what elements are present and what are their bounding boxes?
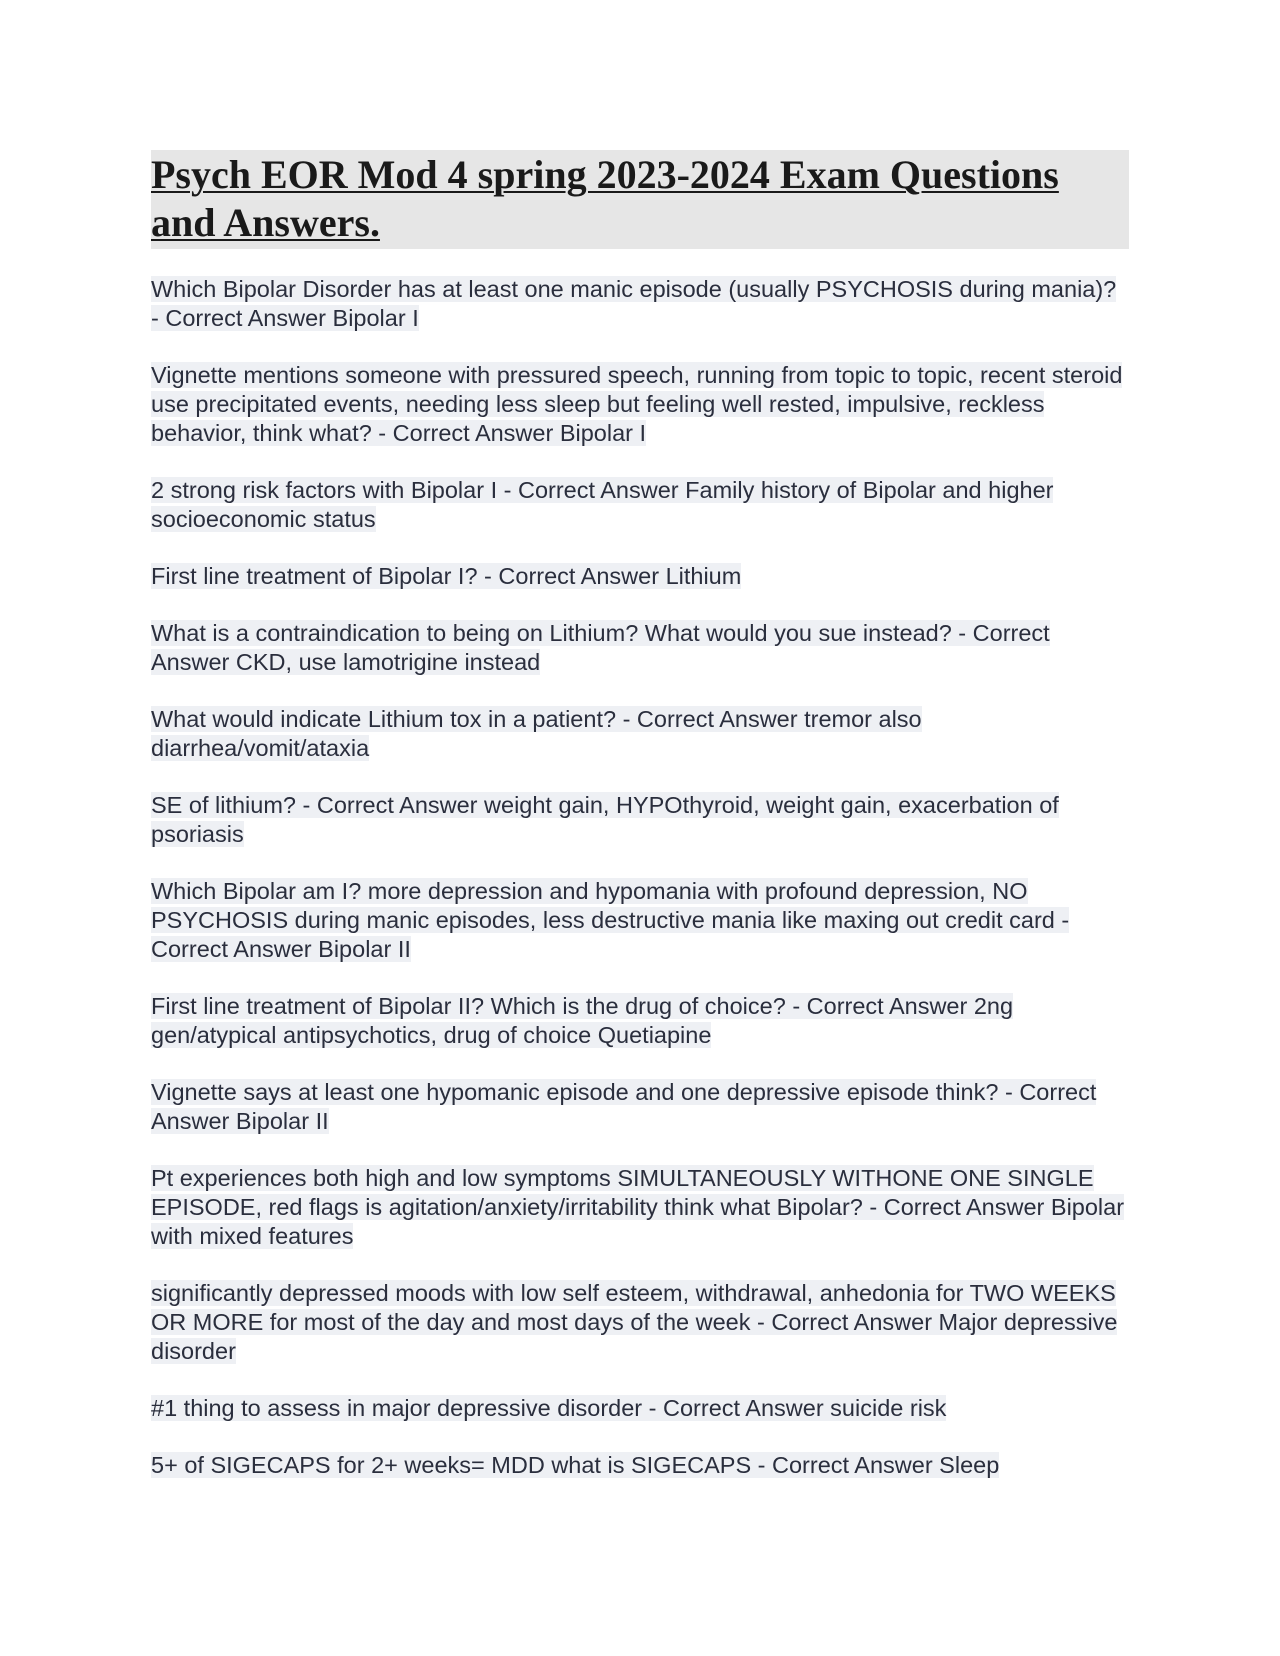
qa-text: SE of lithium? - Correct Answer weight gain, HYPOthyroid, weight gain, exacerbation of psoriasis: [151, 792, 1059, 847]
qa-text: Which Bipolar am I? more depression and hypomania with profound depression, NO PSYCHOSIS during manic episodes, less destructive mania like maxing out credit card - Correct Answer Bipolar II: [151, 878, 1070, 962]
qa-text: First line treatment of Bipolar I? - Correct Answer Lithium: [151, 563, 742, 589]
qa-text: First line treatment of Bipolar II? Which is the drug of choice? - Correct Answer 2ng gen/atypical antipsychotics, drug of choice Quetiapine: [151, 993, 1014, 1048]
qa-text: Vignette mentions someone with pressured speech, running from topic to topic, recent steroid use precipitated events, needing less sleep but feeling well rested, impulsive, reckless behavior, think what? - Correct Answer Bipolar I: [151, 362, 1123, 446]
qa-item: [151, 1164, 1129, 1251]
qa-text: #1 thing to assess in major depressive disorder - Correct Answer suicide risk: [151, 1395, 947, 1421]
qa-item: [151, 1279, 1129, 1366]
document-title: Psych EOR Mod 4 spring 2023-2024 Exam Questions and Answers.: [151, 152, 1059, 245]
qa-item: [151, 361, 1129, 448]
qa-item: [151, 877, 1129, 964]
qa-item: [151, 562, 1129, 591]
qa-text: 5+ of SIGECAPS for 2+ weeks= MDD what is SIGECAPS - Correct Answer Sleep: [151, 1452, 1000, 1478]
qa-item: [151, 1451, 1129, 1480]
title-block: [151, 150, 1129, 249]
qa-item: [151, 1078, 1129, 1136]
qa-text: What is a contraindication to being on Lithium? What would you sue instead? - Correct Answer CKD, use lamotrigine instead: [151, 620, 1050, 675]
document-content: [151, 150, 1129, 1508]
qa-item: [151, 1394, 1129, 1423]
qa-item: [151, 275, 1129, 333]
qa-item: [151, 992, 1129, 1050]
qa-text: What would indicate Lithium tox in a patient? - Correct Answer tremor also diarrhea/vomit/ataxia: [151, 706, 922, 761]
qa-text: Pt experiences both high and low symptoms SIMULTANEOUSLY WITHONE ONE SINGLE EPISODE, red flags is agitation/anxiety/irritability think what Bipolar? - Correct Answer Bipolar with mixed features: [151, 1165, 1125, 1249]
qa-list: [151, 275, 1129, 1480]
qa-item: [151, 791, 1129, 849]
qa-text: 2 strong risk factors with Bipolar I - Correct Answer Family history of Bipolar and higher socioeconomic status: [151, 477, 1054, 532]
qa-item: [151, 476, 1129, 534]
qa-text: significantly depressed moods with low self esteem, withdrawal, anhedonia for TWO WEEKS OR MORE for most of the day and most days of the week - Correct Answer Major depressive disorder: [151, 1280, 1118, 1364]
qa-item: [151, 705, 1129, 763]
qa-item: [151, 619, 1129, 677]
qa-text: Vignette says at least one hypomanic episode and one depressive episode think? - Correct Answer Bipolar II: [151, 1079, 1097, 1134]
qa-text: Which Bipolar Disorder has at least one manic episode (usually PSYCHOSIS during mania)? - Correct Answer Bipolar I: [151, 276, 1117, 331]
